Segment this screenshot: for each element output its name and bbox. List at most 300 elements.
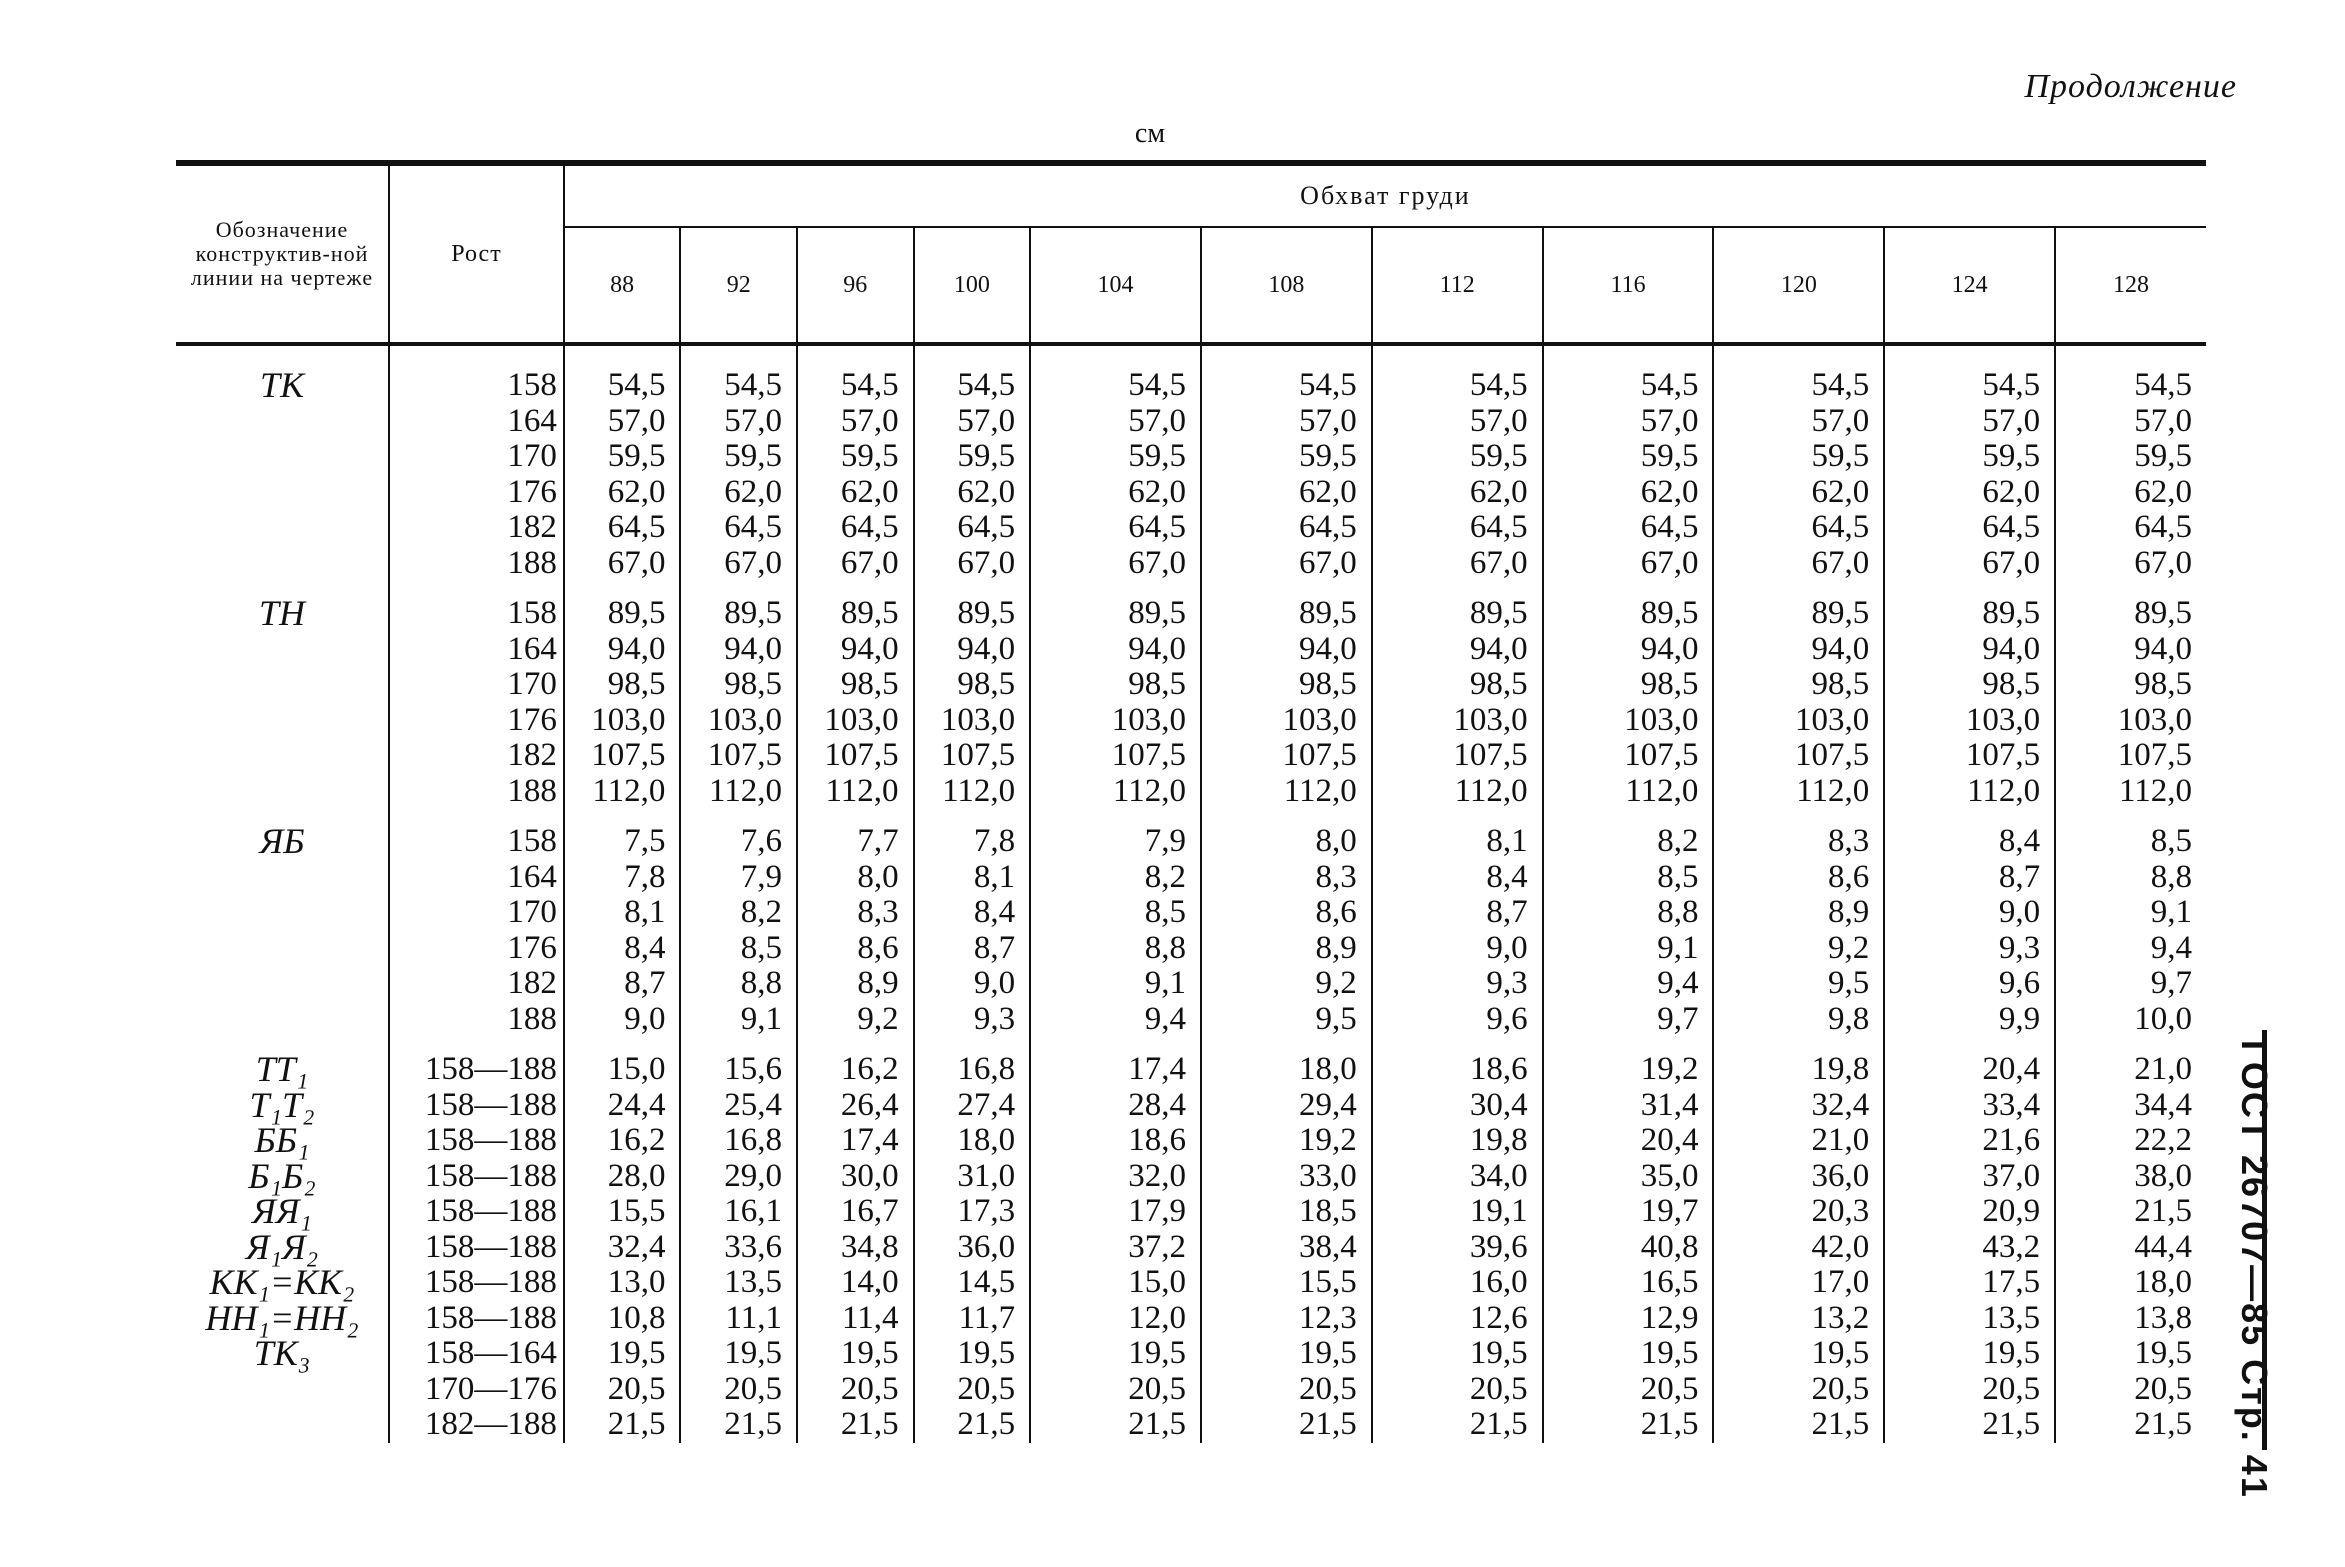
- table-cell: 12,9: [1543, 1301, 1714, 1337]
- table-cell: 64,5: [2134, 509, 2192, 545]
- table-cell: 30,4: [1372, 1088, 1543, 1124]
- table-cell: 9,7: [2150, 965, 2192, 1001]
- table-cell: 19,2: [1201, 1123, 1372, 1159]
- table-cell: 18,0: [914, 1123, 1031, 1159]
- table-cell: 62,0: [680, 475, 797, 511]
- table-cell: 19,5: [680, 1336, 797, 1372]
- row-designation: [176, 738, 389, 774]
- table-cell: 39,6: [1372, 1230, 1543, 1266]
- table-cell: 19,5: [2134, 1335, 2192, 1371]
- table-cell: 20,5: [1030, 1372, 1201, 1408]
- row-designation: [176, 667, 389, 703]
- table-cell: 112,0: [1372, 774, 1543, 810]
- table-cell: 19,8: [1713, 1037, 1884, 1088]
- table-cell: 8,6: [1201, 895, 1372, 931]
- table-cell: 15,0: [564, 1037, 681, 1088]
- table-cell: 8,4: [564, 931, 681, 967]
- table-cell: 8,2: [1543, 809, 1714, 860]
- row-height: 176: [389, 931, 564, 967]
- table-cell: 20,4: [1884, 1037, 2055, 1088]
- table-cell: 29,0: [680, 1159, 797, 1195]
- table-cell: 7,9: [1030, 809, 1201, 860]
- table-cell: 59,5: [1030, 439, 1201, 475]
- table-cell: 8,2: [680, 895, 797, 931]
- table-cell: 13,5: [1884, 1301, 2055, 1337]
- table-cell: 103,0: [680, 703, 797, 739]
- table-cell: 29,4: [1201, 1088, 1372, 1124]
- table-cell: 67,0: [1030, 546, 1201, 582]
- table-cell: 8,5: [2150, 823, 2192, 859]
- table-cell: 38,4: [1201, 1230, 1372, 1266]
- table-cell: 7,6: [680, 809, 797, 860]
- table-cell: 8,9: [1201, 931, 1372, 967]
- table-cell: 9,1: [680, 1002, 797, 1038]
- chest-size-128: 128: [2055, 227, 2206, 344]
- row-designation: ББ₁: [176, 1123, 389, 1159]
- table-cell: 8,8: [1543, 895, 1714, 931]
- table-cell: 21,0: [1713, 1123, 1884, 1159]
- table-cell: 7,8: [914, 809, 1031, 860]
- table-cell: 57,0: [680, 404, 797, 440]
- table-cell: 8,0: [797, 860, 914, 896]
- table-row: [176, 1123, 2206, 1159]
- table-cell: 34,0: [1372, 1159, 1543, 1195]
- table-cell: 67,0: [1884, 546, 2055, 582]
- table-cell: 59,5: [1713, 439, 1884, 475]
- row-height: 158—188: [389, 1230, 564, 1266]
- table-cell: 94,0: [1884, 632, 2055, 668]
- table-cell: 67,0: [1372, 546, 1543, 582]
- table-cell: 9,6: [1884, 966, 2055, 1002]
- table-cell: 94,0: [797, 632, 914, 668]
- table-cell: 35,0: [1543, 1159, 1714, 1195]
- table-cell: 9,7: [1543, 1002, 1714, 1038]
- table-cell: 8,1: [1372, 809, 1543, 860]
- row-designation: [176, 860, 389, 896]
- table-cell: 57,0: [914, 404, 1031, 440]
- table-cell: 8,5: [1543, 860, 1714, 896]
- table-row: [176, 1088, 2206, 1124]
- table-cell: 9,4: [1543, 966, 1714, 1002]
- table-cell: 112,0: [1713, 774, 1884, 810]
- table-row: [176, 1301, 2206, 1337]
- table-cell: 21,0: [2134, 1051, 2192, 1087]
- table-cell: 17,5: [1884, 1265, 2055, 1301]
- table-cell: 9,8: [1713, 1002, 1884, 1038]
- table-cell: 8,8: [680, 966, 797, 1002]
- table-cell: 19,1: [1372, 1194, 1543, 1230]
- table-cell: 10,8: [564, 1301, 681, 1337]
- table-cell: 9,0: [1884, 895, 2055, 931]
- table-cell: 11,4: [797, 1301, 914, 1337]
- table-cell: 67,0: [564, 546, 681, 582]
- table-cell: 36,0: [1713, 1159, 1884, 1195]
- table-cell: 20,5: [1543, 1372, 1714, 1408]
- table-cell: 42,0: [1713, 1230, 1884, 1266]
- table-cell: 103,0: [1030, 703, 1201, 739]
- table-cell: 21,5: [1201, 1407, 1372, 1443]
- table-cell: 17,0: [1713, 1265, 1884, 1301]
- table-cell: 12,6: [1372, 1301, 1543, 1337]
- table-cell: 9,0: [564, 1002, 681, 1038]
- table-cell: 16,2: [797, 1037, 914, 1088]
- table-cell: 57,0: [1201, 404, 1372, 440]
- row-designation: [176, 966, 389, 1002]
- table-cell: 20,5: [914, 1372, 1031, 1408]
- table-cell: 8,4: [1372, 860, 1543, 896]
- table-cell: 103,0: [797, 703, 914, 739]
- continuation-label: Продолжение: [2024, 68, 2237, 105]
- table-cell: 112,0: [797, 774, 914, 810]
- row-height: 164: [389, 860, 564, 896]
- table-cell: 20,3: [1713, 1194, 1884, 1230]
- table-row: [176, 774, 2206, 810]
- row-designation: ЯЯ₁: [176, 1194, 389, 1230]
- row-designation: [176, 1372, 389, 1408]
- table-cell: 19,5: [1201, 1336, 1372, 1372]
- table-row: [176, 1407, 2206, 1443]
- table-cell: 32,4: [564, 1230, 681, 1266]
- table-cell: 57,0: [1543, 404, 1714, 440]
- table-cell: 34,4: [2134, 1086, 2192, 1123]
- table-cell: 9,3: [1884, 931, 2055, 967]
- table-cell: 31,0: [914, 1159, 1031, 1195]
- table-cell: 64,5: [1201, 510, 1372, 546]
- row-designation: ТК: [176, 344, 389, 404]
- row-designation: КК₁=КК₂: [176, 1265, 389, 1301]
- table-cell: 32,0: [1030, 1159, 1201, 1195]
- table-cell: 112,0: [564, 774, 681, 810]
- table-cell: 89,5: [680, 581, 797, 632]
- table-cell: 12,3: [1201, 1301, 1372, 1337]
- table-cell: 9,9: [1884, 1002, 2055, 1038]
- table-cell: 19,5: [1543, 1336, 1714, 1372]
- table-cell: 94,0: [564, 632, 681, 668]
- table-cell: 112,0: [680, 774, 797, 810]
- size-table: [176, 160, 2206, 1443]
- table-cell: 17,9: [1030, 1194, 1201, 1230]
- table-cell: 8,9: [797, 966, 914, 1002]
- table-row: [176, 667, 2206, 703]
- table-cell: 9,2: [1713, 931, 1884, 967]
- table-cell: 21,5: [2134, 1406, 2192, 1442]
- header-height: Рост: [389, 163, 564, 344]
- row-height: 182: [389, 738, 564, 774]
- table-cell: 64,5: [914, 510, 1031, 546]
- table-cell: 107,5: [1372, 738, 1543, 774]
- row-height: 158—188: [389, 1088, 564, 1124]
- table-cell: 67,0: [680, 546, 797, 582]
- table-cell: 8,7: [564, 966, 681, 1002]
- table-row: [176, 1194, 2206, 1230]
- unit-label: см: [1134, 118, 1166, 149]
- row-height: 176: [389, 475, 564, 511]
- table-cell: 9,1: [2150, 894, 2192, 930]
- table-cell: 20,5: [1713, 1372, 1884, 1408]
- row-height: 182: [389, 510, 564, 546]
- table-cell: 107,5: [797, 738, 914, 774]
- table-cell: 89,5: [1884, 581, 2055, 632]
- table-cell: 8,4: [914, 895, 1031, 931]
- table-cell: 103,0: [2117, 701, 2192, 738]
- table-cell: 19,5: [1372, 1336, 1543, 1372]
- table-cell: 9,2: [1201, 966, 1372, 1002]
- row-height: 170: [389, 895, 564, 931]
- chest-size-112: 112: [1372, 227, 1543, 344]
- table-cell: 7,7: [797, 809, 914, 860]
- table-cell: 98,5: [1543, 667, 1714, 703]
- table-cell: 19,7: [1543, 1194, 1714, 1230]
- table-cell: 59,5: [1201, 439, 1372, 475]
- table-cell: 19,5: [1713, 1336, 1884, 1372]
- row-height: 158: [389, 809, 564, 860]
- table-row: [176, 1159, 2206, 1195]
- table-cell: 9,1: [1030, 966, 1201, 1002]
- chest-size-100: 100: [914, 227, 1031, 344]
- table-cell: 21,5: [2134, 1193, 2192, 1229]
- table-cell: 103,0: [1372, 703, 1543, 739]
- table-cell: 19,5: [797, 1336, 914, 1372]
- table-cell: 8,2: [1030, 860, 1201, 896]
- table-cell: 8,4: [1884, 809, 2055, 860]
- table-cell: 19,5: [564, 1336, 681, 1372]
- table-cell: 16,8: [680, 1123, 797, 1159]
- table-cell: 33,0: [1201, 1159, 1372, 1195]
- table-cell: 62,0: [797, 475, 914, 511]
- table-cell: 21,5: [1884, 1407, 2055, 1443]
- table-cell: 15,6: [680, 1037, 797, 1088]
- table-cell: 21,5: [680, 1407, 797, 1443]
- row-height: 188: [389, 774, 564, 810]
- table-cell: 112,0: [1201, 774, 1372, 810]
- table-cell: 94,0: [1201, 632, 1372, 668]
- chest-size-124: 124: [1884, 227, 2055, 344]
- table-cell: 8,7: [914, 931, 1031, 967]
- row-designation: [176, 546, 389, 582]
- table-cell: 9,5: [1713, 966, 1884, 1002]
- table-cell: 94,0: [680, 632, 797, 668]
- row-height: 158—188: [389, 1123, 564, 1159]
- table-cell: 54,5: [564, 344, 681, 404]
- side-label: ГОСТ 26707—85 Стр. 41: [2234, 1040, 2275, 1499]
- table-cell: 20,9: [1884, 1194, 2055, 1230]
- table-cell: 89,5: [797, 581, 914, 632]
- table-cell: 25,4: [680, 1088, 797, 1124]
- table-cell: 64,5: [564, 510, 681, 546]
- table-cell: 94,0: [1543, 632, 1714, 668]
- table-cell: 64,5: [1030, 510, 1201, 546]
- table-cell: 16,5: [1543, 1265, 1714, 1301]
- table-cell: 15,5: [1201, 1265, 1372, 1301]
- row-designation: [176, 510, 389, 546]
- table-cell: 98,5: [1372, 667, 1543, 703]
- table-cell: 9,0: [914, 966, 1031, 1002]
- table-cell: 54,5: [2134, 367, 2192, 403]
- table-row: [176, 809, 2206, 860]
- row-designation: НН₁=НН₂: [176, 1301, 389, 1337]
- table-cell: 59,5: [2134, 438, 2192, 474]
- row-designation: [176, 404, 389, 440]
- table-body: [176, 344, 2206, 1443]
- chest-size-104: 104: [1030, 227, 1201, 344]
- row-designation: Т₁Т₂: [176, 1088, 389, 1124]
- table-cell: 21,5: [1713, 1407, 1884, 1443]
- row-height: 188: [389, 546, 564, 582]
- table-row: [176, 895, 2206, 931]
- table-cell: 8,3: [1713, 809, 1884, 860]
- table-cell: 62,0: [1713, 475, 1884, 511]
- table-cell: 21,5: [564, 1407, 681, 1443]
- table-cell: 98,5: [1201, 667, 1372, 703]
- table-row: [176, 439, 2206, 475]
- table-cell: 8,9: [1713, 895, 1884, 931]
- table-cell: 9,5: [1201, 1002, 1372, 1038]
- table-cell: 107,5: [1201, 738, 1372, 774]
- table-cell: 9,3: [914, 1002, 1031, 1038]
- table-cell: 62,0: [1201, 475, 1372, 511]
- table-cell: 17,3: [914, 1194, 1031, 1230]
- table-cell: 89,5: [1201, 581, 1372, 632]
- table-cell: 20,5: [2134, 1370, 2192, 1407]
- table-cell: 14,0: [797, 1265, 914, 1301]
- table-row: [176, 1336, 2206, 1372]
- row-height: 158: [389, 344, 564, 404]
- table-cell: 13,5: [680, 1265, 797, 1301]
- table-row: [176, 860, 2206, 896]
- table-cell: 94,0: [914, 632, 1031, 668]
- table-cell: 24,4: [564, 1088, 681, 1124]
- table-cell: 62,0: [914, 475, 1031, 511]
- table-cell: 54,5: [1030, 344, 1201, 404]
- row-height: 158—188: [389, 1265, 564, 1301]
- table-cell: 21,5: [914, 1407, 1031, 1443]
- table-cell: 17,4: [1030, 1037, 1201, 1088]
- table-row: [176, 546, 2206, 582]
- table-cell: 59,5: [680, 439, 797, 475]
- table-cell: 20,5: [680, 1372, 797, 1408]
- table-cell: 107,5: [1543, 738, 1714, 774]
- table-cell: 40,8: [1543, 1230, 1714, 1266]
- table-cell: 62,0: [1372, 475, 1543, 511]
- table-cell: 107,5: [2117, 737, 2192, 773]
- table-row: [176, 632, 2206, 668]
- table-cell: 57,0: [1372, 404, 1543, 440]
- row-height: 164: [389, 632, 564, 668]
- row-designation: [176, 632, 389, 668]
- table-cell: 8,3: [1201, 860, 1372, 896]
- table-cell: 34,8: [797, 1230, 914, 1266]
- table-cell: 8,5: [1030, 895, 1201, 931]
- table-row: [176, 703, 2206, 739]
- table-cell: 21,5: [1030, 1407, 1201, 1443]
- table-cell: 21,5: [1543, 1407, 1714, 1443]
- row-designation: Б₁Б₂: [176, 1159, 389, 1195]
- table-cell: 20,5: [1884, 1372, 2055, 1408]
- table-row: [176, 475, 2206, 511]
- table-cell: 8,6: [797, 931, 914, 967]
- table-cell: 112,0: [2118, 772, 2192, 809]
- row-height: 170—176: [389, 1372, 564, 1408]
- table-cell: 20,5: [797, 1372, 914, 1408]
- table-cell: 112,0: [1030, 774, 1201, 810]
- table-cell: 107,5: [1713, 738, 1884, 774]
- table-cell: 11,1: [680, 1301, 797, 1337]
- table-cell: 89,5: [1713, 581, 1884, 632]
- chest-size-96: 96: [797, 227, 914, 344]
- row-height: 158—188: [389, 1037, 564, 1088]
- table-cell: 26,4: [797, 1088, 914, 1124]
- table-cell: 7,8: [564, 860, 681, 896]
- row-designation: ТН: [176, 581, 389, 632]
- row-height: 164: [389, 404, 564, 440]
- row-height: 182—188: [389, 1407, 564, 1443]
- row-designation: [176, 895, 389, 931]
- row-designation: [176, 1002, 389, 1038]
- row-designation: [176, 475, 389, 511]
- table-cell: 112,0: [1543, 774, 1714, 810]
- table-cell: 94,0: [2134, 630, 2192, 667]
- table-cell: 38,0: [2134, 1157, 2192, 1194]
- table-cell: 107,5: [1030, 738, 1201, 774]
- table-cell: 9,6: [1372, 1002, 1543, 1038]
- table-cell: 8,1: [914, 860, 1031, 896]
- table-cell: 112,0: [1884, 774, 2055, 810]
- table-row: [176, 581, 2206, 632]
- table-cell: 8,1: [564, 895, 681, 931]
- table-cell: 89,5: [564, 581, 681, 632]
- row-height: 182: [389, 966, 564, 1002]
- table-cell: 103,0: [1543, 703, 1714, 739]
- chest-size-88: 88: [564, 227, 681, 344]
- table-row: [176, 966, 2206, 1002]
- table-cell: 16,2: [564, 1123, 681, 1159]
- table-cell: 18,0: [1201, 1037, 1372, 1088]
- table-cell: 103,0: [1201, 703, 1372, 739]
- table-cell: 20,5: [1372, 1372, 1543, 1408]
- table-cell: 16,7: [797, 1194, 914, 1230]
- row-height: 170: [389, 439, 564, 475]
- table-row: [176, 1230, 2206, 1266]
- row-height: 170: [389, 667, 564, 703]
- table-cell: 94,0: [1713, 632, 1884, 668]
- table-cell: 37,2: [1030, 1230, 1201, 1266]
- table-cell: 10,0: [2134, 1000, 2192, 1037]
- table-cell: 16,1: [680, 1194, 797, 1230]
- table-cell: 54,5: [914, 344, 1031, 404]
- table-cell: 103,0: [1713, 703, 1884, 739]
- table-cell: 107,5: [564, 738, 681, 774]
- table-cell: 20,5: [1201, 1372, 1372, 1408]
- table-cell: 8,3: [797, 895, 914, 931]
- table-cell: 54,5: [1713, 344, 1884, 404]
- table-cell: 9,2: [797, 1002, 914, 1038]
- table-cell: 19,5: [914, 1336, 1031, 1372]
- table-cell: 89,5: [914, 581, 1031, 632]
- table-row: [176, 1002, 2206, 1038]
- table-cell: 27,4: [914, 1088, 1031, 1124]
- table-cell: 57,0: [1884, 404, 2055, 440]
- table-row: [176, 404, 2206, 440]
- row-designation: [176, 1407, 389, 1443]
- table-cell: 13,2: [1713, 1301, 1884, 1337]
- table-cell: 54,5: [797, 344, 914, 404]
- table-cell: 98,5: [797, 667, 914, 703]
- table-cell: 18,6: [1030, 1123, 1201, 1159]
- table-cell: 54,5: [1884, 344, 2055, 404]
- table-row: [176, 1265, 2206, 1301]
- table-cell: 67,0: [1201, 546, 1372, 582]
- table-cell: 67,0: [2134, 544, 2192, 581]
